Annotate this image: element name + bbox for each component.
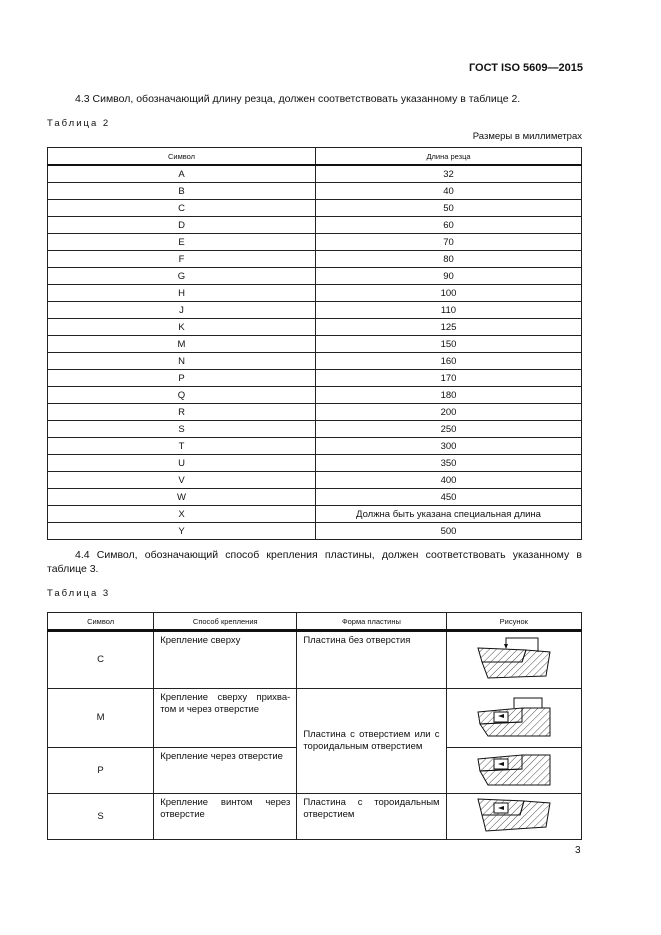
symbol-cell: M (48, 336, 316, 353)
length-cell: 300 (316, 438, 582, 455)
table3 (47, 612, 582, 840)
table-row (48, 689, 582, 748)
symbol-cell: H (48, 285, 316, 302)
length-cell: 50 (316, 200, 582, 217)
symbol-cell: J (48, 302, 316, 319)
symbol-cell: S (48, 421, 316, 438)
table-row (48, 472, 582, 489)
table-row (48, 319, 582, 336)
length-cell: 125 (316, 319, 582, 336)
symbol-cell: K (48, 319, 316, 336)
table-row (48, 285, 582, 302)
length-cell: 400 (316, 472, 582, 489)
document-id: ГОСТ ISO 5609—2015 (468, 62, 583, 74)
method-cell: Крепление сверху прихва-том и через отверстие (154, 689, 297, 748)
symbol-cell: P (48, 748, 154, 794)
symbol-cell: T (48, 438, 316, 455)
symbol-cell: Q (48, 387, 316, 404)
length-cell: 60 (316, 217, 582, 234)
table2-caption: Таблица 2 (47, 118, 111, 129)
table-row (48, 506, 582, 523)
length-cell: 40 (316, 183, 582, 200)
shape-cell: Пластина с отверстием или с тороидальным отверстием (297, 689, 446, 794)
table-row (48, 421, 582, 438)
length-cell: 110 (316, 302, 582, 319)
table3-header-symbol: Символ (48, 613, 154, 631)
table-row (48, 353, 582, 370)
shape-cell: Пластина без отверстия (297, 631, 446, 689)
table2 (47, 147, 582, 540)
figure-top-and-hole-clamp (446, 689, 581, 748)
length-cell: 160 (316, 353, 582, 370)
length-cell: 500 (316, 523, 582, 540)
table-row (48, 455, 582, 472)
length-cell: 350 (316, 455, 582, 472)
paragraph-4-4: 4.4 Символ, обозначающий способ крепления пластины, должен соответствовать указанному в таблице 3. (47, 549, 582, 575)
table-row (48, 234, 582, 251)
table-row (48, 631, 582, 689)
symbol-cell: X (48, 506, 316, 523)
symbol-cell: G (48, 268, 316, 285)
table-row (48, 404, 582, 421)
table-row (48, 251, 582, 268)
table-row (48, 438, 582, 455)
symbol-cell: D (48, 217, 316, 234)
paragraph-4-3: 4.3 Символ, обозначающий длину резца, должен соответствовать указанному в таблице 2. (75, 93, 521, 105)
page-number: 3 (575, 845, 581, 856)
table-row (48, 794, 582, 840)
shape-cell: Пластина с тороидальным отверстием (297, 794, 446, 840)
table3-caption: Таблица 3 (47, 588, 111, 599)
table-row (48, 336, 582, 353)
table-row (48, 217, 582, 234)
table-row (48, 268, 582, 285)
length-cell: 90 (316, 268, 582, 285)
table2-header-length: Длина резца (316, 148, 582, 166)
symbol-cell: R (48, 404, 316, 421)
table-row (48, 523, 582, 540)
length-cell: 180 (316, 387, 582, 404)
length-cell: 32 (316, 165, 582, 183)
table-row (48, 183, 582, 200)
length-cell: 70 (316, 234, 582, 251)
symbol-cell: S (48, 794, 154, 840)
length-cell: 450 (316, 489, 582, 506)
length-cell: 100 (316, 285, 582, 302)
symbol-cell: P (48, 370, 316, 387)
symbol-cell: A (48, 165, 316, 183)
table2-header-symbol: Символ (48, 148, 316, 166)
symbol-cell: E (48, 234, 316, 251)
symbol-cell: V (48, 472, 316, 489)
figure-top-clamp (446, 631, 581, 689)
figure-screw-clamp (446, 794, 581, 840)
length-cell: 250 (316, 421, 582, 438)
length-cell: Должна быть указана специальная длина (316, 506, 582, 523)
table3-header-method: Способ крепления (154, 613, 297, 631)
table-row (48, 200, 582, 217)
table3-header-figure: Рисунок (446, 613, 581, 631)
symbol-cell: C (48, 200, 316, 217)
table3-header-shape: Форма пластины (297, 613, 446, 631)
length-cell: 200 (316, 404, 582, 421)
method-cell: Крепление сверху (154, 631, 297, 689)
symbol-cell: F (48, 251, 316, 268)
symbol-cell: N (48, 353, 316, 370)
table-row (48, 387, 582, 404)
length-cell: 150 (316, 336, 582, 353)
figure-hole-clamp (446, 748, 581, 794)
length-cell: 170 (316, 370, 582, 387)
length-cell: 80 (316, 251, 582, 268)
method-cell: Крепление через отверстие (154, 748, 297, 794)
table2-units: Размеры в миллиметрах (472, 131, 582, 142)
symbol-cell: W (48, 489, 316, 506)
table-row (48, 302, 582, 319)
method-cell: Крепление винтом через отверстие (154, 794, 297, 840)
table-row (48, 370, 582, 387)
symbol-cell: C (48, 631, 154, 689)
symbol-cell: B (48, 183, 316, 200)
symbol-cell: U (48, 455, 316, 472)
symbol-cell: M (48, 689, 154, 748)
table-row (48, 165, 582, 183)
symbol-cell: Y (48, 523, 316, 540)
table-row (48, 489, 582, 506)
